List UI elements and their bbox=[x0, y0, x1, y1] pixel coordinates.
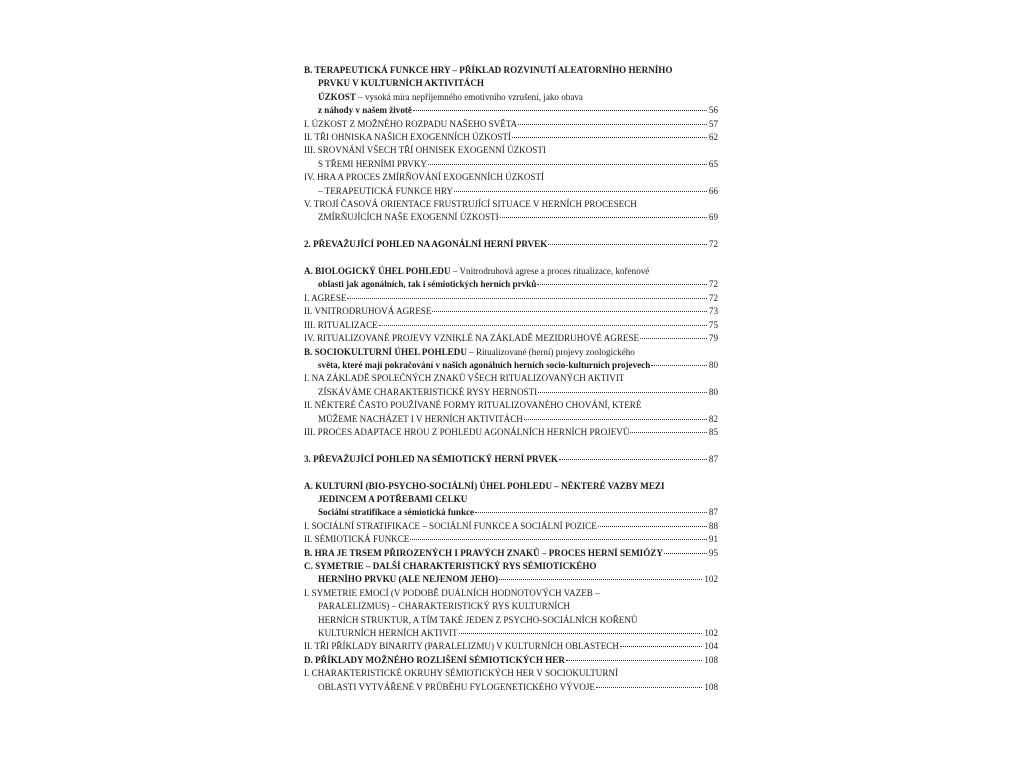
dot-leader bbox=[379, 325, 707, 326]
toc-entry bbox=[304, 332, 718, 345]
page-number: 102 bbox=[704, 628, 718, 638]
toc-entry-title bbox=[318, 573, 498, 586]
toc-entry-title bbox=[318, 104, 412, 117]
toc-entry bbox=[304, 614, 718, 627]
toc-entry bbox=[304, 627, 718, 640]
toc-entry-heading: ZMÍRŇUJÍCÍCH NAŠE EXOGENNÍ ÚZKOSTI bbox=[318, 212, 499, 223]
toc-entry-heading: B. SOCIOKULTURNÍ ÚHEL POHLEDU bbox=[304, 346, 467, 357]
section-gap bbox=[304, 225, 718, 238]
toc-entry-title bbox=[304, 171, 544, 184]
toc-entry-title bbox=[304, 265, 649, 278]
section-gap bbox=[304, 252, 718, 265]
toc-entry bbox=[304, 386, 718, 399]
toc-entry-title bbox=[318, 413, 523, 426]
toc-entry bbox=[304, 346, 718, 359]
toc-entry-heading: A. KULTURNÍ (BIO-PSYCHO-SOCIÁLNÍ) ÚHEL POHLEDU – NĚKTERÉ VAZBY MEZI bbox=[304, 480, 665, 491]
toc-entry bbox=[304, 238, 718, 251]
toc-entry-heading: – TERAPEUTICKÁ FUNKCE HRY bbox=[318, 185, 453, 196]
toc-entry-heading: z náhody v našem životě bbox=[318, 105, 412, 116]
toc-entry-title bbox=[304, 587, 600, 600]
toc-entry bbox=[304, 560, 718, 573]
toc-entry bbox=[304, 278, 718, 291]
toc-entry-title bbox=[318, 627, 458, 640]
dot-leader bbox=[664, 553, 707, 554]
toc-entry-title bbox=[318, 506, 474, 519]
page-number: 88 bbox=[708, 520, 718, 531]
dot-leader bbox=[475, 512, 707, 513]
toc-entry bbox=[304, 144, 718, 157]
toc-entry-heading: III. PROCES ADAPTACE HROU Z POHLEDU AGONÁLNÍCH HERNÍCH PROJEVŮ bbox=[304, 426, 630, 437]
toc-entry bbox=[304, 573, 718, 586]
toc-entry-heading: IV. RITUALIZOVANÉ PROJEVY VZNIKLÉ NA ZÁKLADĚ MEZIDRUHOVÉ AGRESE bbox=[304, 333, 640, 344]
toc-entry-title bbox=[304, 144, 546, 157]
toc-entry-title bbox=[304, 198, 637, 211]
dot-leader bbox=[413, 110, 707, 111]
page-number: 79 bbox=[708, 333, 718, 344]
toc-entry bbox=[304, 91, 718, 104]
page-number: 69 bbox=[708, 212, 718, 223]
toc-entry bbox=[304, 413, 718, 426]
dot-leader bbox=[630, 432, 707, 433]
toc-entry bbox=[304, 453, 718, 466]
toc-entry-heading: Sociální stratifikace a sémiotická funkce bbox=[318, 507, 475, 518]
dot-leader bbox=[538, 392, 707, 393]
toc-entry-heading: D. PŘÍKLADY MOŽNÉHO ROZLIŠENÍ SÉMIOTICKÝCH HER bbox=[304, 654, 565, 665]
toc-entry-heading: I. SYMETRIE EMOCÍ (V PODOBĚ DUÁLNÍCH HODNOTOVÝCH VAZEB – bbox=[304, 587, 600, 598]
toc-entry bbox=[304, 399, 718, 412]
toc-entry bbox=[304, 185, 718, 198]
toc-entry-heading: II. SÉMIOTICKÁ FUNKCE bbox=[304, 534, 410, 545]
toc-entry-title bbox=[304, 399, 641, 412]
toc-entry-title bbox=[304, 453, 558, 466]
page-number: 56 bbox=[708, 105, 718, 116]
toc-entry bbox=[304, 171, 718, 184]
toc-entry bbox=[304, 265, 718, 278]
toc-entry-heading: JEDINCEM A POTŘEBAMI CELKU bbox=[318, 493, 468, 504]
toc-entry-title bbox=[304, 480, 665, 493]
dot-leader bbox=[620, 646, 702, 647]
page-number: 87 bbox=[708, 453, 718, 464]
toc-entry-title bbox=[318, 211, 499, 224]
toc-entry-title bbox=[318, 681, 595, 694]
toc-entry-title bbox=[304, 654, 565, 667]
toc-entry-title bbox=[318, 386, 537, 399]
dot-leader bbox=[499, 579, 702, 580]
toc-entry-heading: B. TERAPEUTICKÁ FUNKCE HRY – PŘÍKLAD ROZVINUTÍ ALEATORNÍHO HERNÍHO bbox=[304, 65, 673, 75]
toc-entry-subtitle: – Ritualizované (herní) projevy zoologického bbox=[466, 346, 635, 357]
dot-leader bbox=[596, 687, 702, 688]
toc-entry bbox=[304, 77, 718, 90]
toc-entry-heading: MŮŽEME NACHÁZET I V HERNÍCH AKTIVITÁCH bbox=[318, 413, 523, 424]
dot-leader bbox=[428, 164, 707, 165]
dot-leader bbox=[512, 137, 707, 138]
toc-entry-heading: III. RITUALIZACE bbox=[304, 319, 378, 330]
toc-entry-heading: I. AGRESE bbox=[304, 292, 347, 303]
toc-entry bbox=[304, 198, 718, 211]
toc-entry-subtitle: – Vnitrodruhová agrese a proces ritualizace, kořenové bbox=[450, 266, 650, 277]
page-number: 62 bbox=[708, 132, 718, 143]
toc-entry bbox=[304, 667, 718, 680]
toc-entry-title bbox=[304, 292, 346, 305]
dot-leader bbox=[566, 660, 702, 661]
dot-leader bbox=[518, 124, 707, 125]
toc-entry bbox=[304, 64, 718, 77]
toc-entry-title bbox=[318, 77, 484, 90]
toc-entry-heading: B. HRA JE TRSEM PŘIROZENÝCH I PRAVÝCH ZNAKŮ – PROCES HERNÍ SEMIÓZY bbox=[304, 547, 663, 558]
toc-entry-heading: PRVKU V KULTURNÍCH AKTIVITÁCH bbox=[318, 78, 485, 89]
dot-leader bbox=[548, 244, 707, 245]
section-gap bbox=[304, 466, 718, 479]
toc-entry bbox=[304, 158, 718, 171]
toc-entry-heading: I. SOCIÁLNÍ STRATIFIKACE – SOCIÁLNÍ FUNKCE A SOCIÁLNÍ POZICE bbox=[304, 520, 597, 531]
section-gap bbox=[304, 439, 718, 452]
dot-leader bbox=[559, 459, 707, 460]
toc-entry-heading: S TŘEMI HERNÍMI PRVKY bbox=[318, 158, 427, 169]
page-number: 80 bbox=[708, 359, 718, 370]
toc-entry-title bbox=[304, 118, 517, 131]
toc-entry-title bbox=[318, 185, 453, 198]
toc-entry-title bbox=[304, 346, 635, 359]
toc-entry-heading: C. SYMETRIE – DALŠÍ CHARAKTERISTICKÝ RYS SÉMIOTICKÉHO bbox=[304, 560, 597, 571]
dot-leader bbox=[640, 338, 707, 339]
page-number: 104 bbox=[704, 641, 718, 652]
toc-entry-heading: II. TŘI OHNISKA NAŠICH EXOGENNÍCH ÚZKOSTÍ bbox=[304, 132, 511, 143]
dot-leader bbox=[454, 191, 707, 192]
toc-entry-title bbox=[304, 238, 547, 251]
page-number: 65 bbox=[708, 158, 718, 169]
toc-entry-heading: II. VNITRODRUHOVÁ AGRESE bbox=[304, 306, 432, 317]
dot-leader bbox=[347, 298, 706, 299]
dot-leader bbox=[500, 217, 707, 218]
toc-entry-heading: II. TŘI PŘÍKLADY BINARITY (PARALELIZMU) V KULTURNÍCH OBLASTECH bbox=[304, 641, 619, 652]
page-number: 85 bbox=[708, 426, 718, 437]
toc-entry bbox=[304, 305, 718, 318]
page-number: 72 bbox=[708, 239, 718, 250]
dot-leader bbox=[410, 539, 707, 540]
toc-entry-heading: OBLASTI VYTVÁŘENÉ V PRŮBĚHU FYLOGENETICKÉHO VÝVOJE bbox=[318, 681, 595, 692]
toc-entry-heading: oblasti jak agonálních, tak i sémiotických herních prvků bbox=[318, 279, 537, 290]
toc-entry-title bbox=[304, 560, 597, 573]
dot-leader bbox=[432, 311, 707, 312]
dot-leader bbox=[651, 365, 707, 366]
toc-entry bbox=[304, 292, 718, 305]
page-number: 57 bbox=[708, 118, 718, 129]
toc-entry-title bbox=[318, 614, 638, 627]
toc-entry-title bbox=[304, 520, 597, 533]
page-number: 102 bbox=[704, 574, 718, 585]
page-number: 82 bbox=[708, 413, 718, 424]
toc-entry bbox=[304, 359, 718, 372]
toc-entry-title bbox=[318, 158, 427, 171]
toc-entry-title bbox=[318, 359, 650, 372]
toc-entry bbox=[304, 493, 718, 506]
toc-entry-title bbox=[304, 547, 663, 560]
page-number: 95 bbox=[708, 547, 718, 558]
toc-entry-heading: ÚZKOST bbox=[318, 91, 356, 102]
toc-entry-title bbox=[304, 131, 511, 144]
toc-entry-title bbox=[304, 667, 618, 680]
toc-entry-heading: ZÍSKÁVÁME CHARAKTERISTICKÉ RYSY HERNOSTI bbox=[318, 386, 538, 397]
toc-entry-heading: II. NĚKTERÉ ČASTO POUŽÍVANÉ FORMY RITUALIZOVANÉHO CHOVÁNÍ, KTERÉ bbox=[304, 400, 642, 411]
toc-entry bbox=[304, 533, 718, 546]
page-number: 87 bbox=[708, 507, 718, 518]
toc-entry-title bbox=[318, 600, 570, 613]
toc-entry bbox=[304, 319, 718, 332]
page-number: 108 bbox=[704, 681, 718, 692]
page-number: 66 bbox=[708, 185, 718, 196]
toc-entry-heading: KULTURNÍCH HERNÍCH AKTIVIT bbox=[318, 628, 458, 638]
toc-entry-title bbox=[318, 91, 583, 104]
page-number: 73 bbox=[708, 306, 718, 317]
toc-entry bbox=[304, 640, 718, 653]
toc-entry-heading: I. NA ZÁKLADĚ SPOLEČNÝCH ZNAKŮ VŠECH RITUALIZOVANÝCH AKTIVIT bbox=[304, 373, 625, 384]
toc-entry bbox=[304, 104, 718, 117]
toc-entry-heading: A. BIOLOGICKÝ ÚHEL POHLEDU bbox=[304, 266, 451, 277]
toc-entry bbox=[304, 681, 718, 694]
toc-entry-heading: III. SROVNÁNÍ VŠECH TŘÍ OHNISEK EXOGENNÍ ÚZKOSTI bbox=[304, 145, 546, 156]
toc-entry-heading: I. ÚZKOST Z MOŽNÉHO ROZPADU NAŠEHO SVĚTA bbox=[304, 118, 518, 129]
page-number: 80 bbox=[708, 386, 718, 397]
page-number: 72 bbox=[708, 292, 718, 303]
dot-leader bbox=[459, 633, 703, 634]
toc-entry bbox=[304, 426, 718, 439]
table-of-contents bbox=[304, 64, 718, 694]
toc-entry-heading: I. CHARAKTERISTICKÉ OKRUHY SÉMIOTICKÝCH HER V SOCIOKULTURNÍ bbox=[304, 668, 618, 679]
toc-entry-heading: HERNÍCH STRUKTUR, A TÍM TAKÉ JEDEN Z PSYCHO-SOCIÁLNÍCH KOŘENŮ bbox=[318, 614, 638, 625]
dot-leader bbox=[524, 419, 707, 420]
toc-entry-title bbox=[304, 426, 629, 439]
toc-entry-subtitle: – vysoká míra nepříjemného emotivního vzrušení, jako obava bbox=[355, 91, 583, 102]
toc-entry-heading: 2. PŘEVAŽUJÍCÍ POHLED NA AGONÁLNÍ HERNÍ PRVEK bbox=[304, 239, 548, 250]
toc-entry bbox=[304, 547, 718, 560]
page-number: 108 bbox=[704, 654, 718, 665]
toc-entry-heading: 3. PŘEVAŽUJÍCÍ POHLED NA SÉMIOTICKÝ HERNÍ PRVEK bbox=[304, 453, 558, 464]
toc-entry-heading: HERNÍHO PRVKU (ALE NEJENOM JEHO) bbox=[318, 574, 499, 585]
toc-entry bbox=[304, 372, 718, 385]
toc-entry bbox=[304, 118, 718, 131]
toc-entry bbox=[304, 520, 718, 533]
toc-entry-title bbox=[304, 372, 624, 385]
page-number: 75 bbox=[708, 319, 718, 330]
toc-entry-title bbox=[304, 305, 431, 318]
toc-entry-title bbox=[304, 319, 378, 332]
toc-entry-title bbox=[304, 533, 409, 546]
toc-entry-heading: PARALELIZMUS) – CHARAKTERISTICKÝ RYS KULTURNÍCH bbox=[318, 601, 570, 612]
toc-entry-heading: IV. HRA A PROCES ZMÍRŇOVÁNÍ EXOGENNÍCH ÚZKOSTÍ bbox=[304, 172, 545, 183]
toc-entry bbox=[304, 600, 718, 613]
page-number: 91 bbox=[708, 534, 718, 545]
toc-entry bbox=[304, 654, 718, 667]
toc-entry-title bbox=[318, 278, 536, 291]
toc-entry-title bbox=[318, 493, 467, 506]
toc-entry-title bbox=[304, 64, 672, 77]
toc-entry bbox=[304, 480, 718, 493]
dot-leader bbox=[537, 284, 707, 285]
toc-entry-title bbox=[304, 332, 639, 345]
toc-entry bbox=[304, 211, 718, 224]
toc-entry bbox=[304, 131, 718, 144]
toc-entry-title bbox=[304, 640, 619, 653]
toc-entry bbox=[304, 506, 718, 519]
toc-entry-heading: světa, které mají pokračování v našich agonálních herních socio-kulturních projevech bbox=[318, 359, 651, 370]
toc-entry bbox=[304, 587, 718, 600]
page-number: 72 bbox=[708, 279, 718, 290]
toc-entry-heading: V. TROJÍ ČASOVÁ ORIENTACE FRUSTRUJÍCÍ SITUACE V HERNÍCH PROCESECH bbox=[304, 199, 637, 210]
dot-leader bbox=[598, 526, 707, 527]
